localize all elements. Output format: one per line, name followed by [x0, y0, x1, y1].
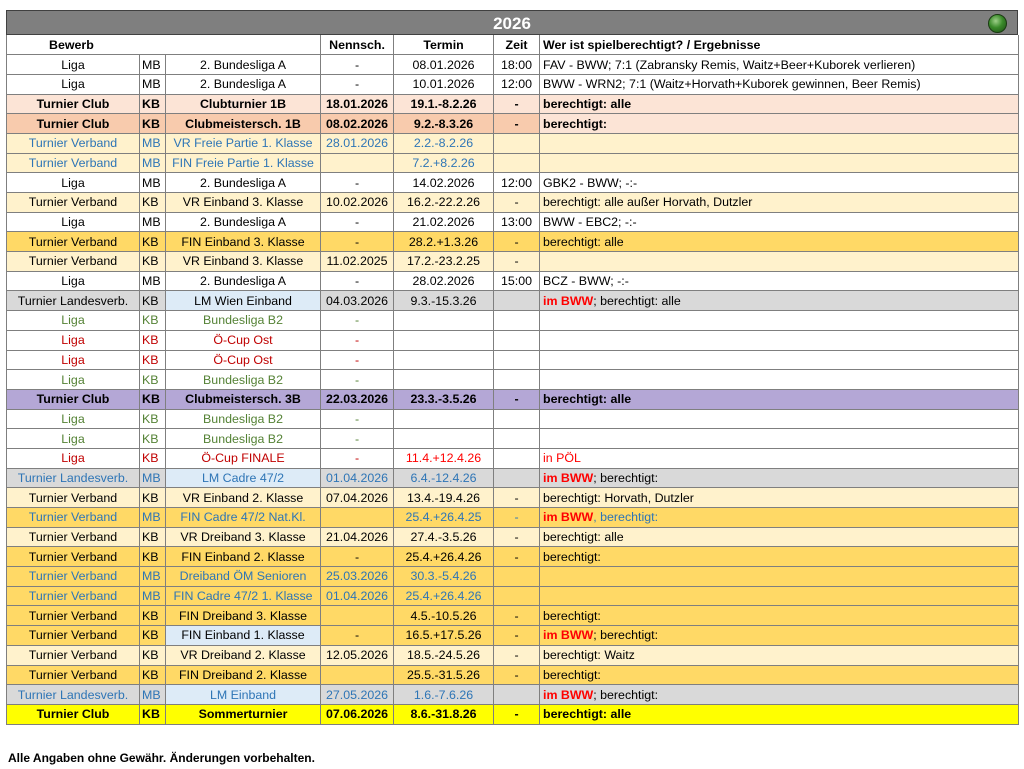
table-row — [7, 153, 1019, 173]
cell-category: Liga — [7, 55, 140, 75]
cell-event: Clubturnier 1B — [166, 94, 321, 114]
cell-entry-deadline — [321, 665, 394, 685]
cell-eligibility — [540, 429, 1019, 449]
cell-type: KB — [140, 409, 166, 429]
table-row — [7, 232, 1019, 252]
venue-highlight: im BWW — [543, 293, 594, 308]
cell-type: MB — [140, 173, 166, 193]
cell-type: KB — [140, 665, 166, 685]
cell-dates: 21.02.2026 — [394, 212, 494, 232]
cell-type: KB — [140, 606, 166, 626]
cell-entry-deadline: - — [321, 448, 394, 468]
cell-event: Ö-Cup Ost — [166, 350, 321, 370]
cell-entry-deadline — [321, 508, 394, 528]
header-zeit: Zeit — [494, 35, 540, 55]
cell-eligibility — [540, 586, 1019, 606]
cell-event: Bundesliga B2 — [166, 429, 321, 449]
header-nennschluss: Nennsch. — [321, 35, 394, 55]
cell-entry-deadline: 11.02.2025 — [321, 252, 394, 272]
table-row — [7, 488, 1019, 508]
cell-type: KB — [140, 311, 166, 331]
cell-time: 12:00 — [494, 74, 540, 94]
cell-category: Liga — [7, 74, 140, 94]
cell-event: FIN Cadre 47/2 Nat.Kl. — [166, 508, 321, 528]
cell-time: 18:00 — [494, 55, 540, 75]
cell-event: 2. Bundesliga A — [166, 173, 321, 193]
cell-type: KB — [140, 370, 166, 390]
cell-dates: 2.2.-8.2.26 — [394, 133, 494, 153]
cell-event: LM Cadre 47/2 — [166, 468, 321, 488]
schedule-body — [7, 55, 1019, 724]
cell-event: LM Wien Einband — [166, 291, 321, 311]
table-row — [7, 350, 1019, 370]
cell-dates: 19.1.-8.2.26 — [394, 94, 494, 114]
cell-entry-deadline: 12.05.2026 — [321, 645, 394, 665]
cell-event: 2. Bundesliga A — [166, 74, 321, 94]
cell-type: KB — [140, 704, 166, 724]
cell-dates — [394, 350, 494, 370]
eligibility-text: ; berechtigt: — [593, 687, 659, 702]
cell-time: - — [494, 389, 540, 409]
cell-eligibility — [540, 252, 1019, 272]
cell-dates: 13.4.-19.4.26 — [394, 488, 494, 508]
cell-dates: 14.02.2026 — [394, 173, 494, 193]
cell-dates: 25.5.-31.5.26 — [394, 665, 494, 685]
cell-entry-deadline: 27.05.2026 — [321, 685, 394, 705]
cell-category: Turnier Verband — [7, 153, 140, 173]
cell-entry-deadline: 21.04.2026 — [321, 527, 394, 547]
cell-entry-deadline: - — [321, 429, 394, 449]
cell-time — [494, 409, 540, 429]
cell-type: MB — [140, 271, 166, 291]
cell-dates: 27.4.-3.5.26 — [394, 527, 494, 547]
table-row — [7, 389, 1019, 409]
cell-type: KB — [140, 429, 166, 449]
eligibility-text: , berechtigt: — [593, 510, 659, 525]
table-row — [7, 330, 1019, 350]
cell-event: VR Dreiband 2. Klasse — [166, 645, 321, 665]
cell-category: Liga — [7, 409, 140, 429]
table-row — [7, 114, 1019, 134]
cell-category: Turnier Verband — [7, 586, 140, 606]
cell-eligibility: GBK2 - BWW; -:- — [540, 173, 1019, 193]
cell-dates: 23.3.-3.5.26 — [394, 389, 494, 409]
cell-category: Turnier Verband — [7, 527, 140, 547]
cell-dates: 25.4.+26.4.26 — [394, 547, 494, 567]
cell-time: - — [494, 665, 540, 685]
cell-event: Bundesliga B2 — [166, 311, 321, 331]
cell-time — [494, 350, 540, 370]
cell-category: Liga — [7, 212, 140, 232]
cell-entry-deadline: - — [321, 311, 394, 331]
cell-eligibility: BWW - WRN2; 7:1 (Waitz+Horvath+Kuborek gewinnen, Beer Remis) — [540, 74, 1019, 94]
disclaimer-footer: Alle Angaben ohne Gewähr. Änderungen vorbehalten. — [8, 751, 315, 765]
cell-event: FIN Cadre 47/2 1. Klasse — [166, 586, 321, 606]
cell-time: - — [494, 252, 540, 272]
cell-entry-deadline: - — [321, 330, 394, 350]
cell-eligibility: in PÖL — [540, 448, 1019, 468]
cell-time — [494, 153, 540, 173]
cell-entry-deadline: - — [321, 547, 394, 567]
cell-eligibility: FAV - BWW; 7:1 (Zabransky Remis, Waitz+Beer+Kuborek verlieren) — [540, 55, 1019, 75]
cell-dates: 8.6.-31.8.26 — [394, 704, 494, 724]
table-row — [7, 665, 1019, 685]
table-row — [7, 291, 1019, 311]
table-row — [7, 193, 1019, 213]
cell-time — [494, 567, 540, 587]
cell-entry-deadline: - — [321, 232, 394, 252]
table-row — [7, 527, 1019, 547]
cell-eligibility — [540, 685, 1019, 705]
cell-time: - — [494, 94, 540, 114]
cell-dates — [394, 409, 494, 429]
cell-category: Turnier Verband — [7, 626, 140, 646]
cell-eligibility: berechtigt: alle — [540, 232, 1019, 252]
cell-category: Turnier Verband — [7, 645, 140, 665]
cell-event: FIN Dreiband 2. Klasse — [166, 665, 321, 685]
cell-time: - — [494, 193, 540, 213]
cell-dates: 08.01.2026 — [394, 55, 494, 75]
cell-type: KB — [140, 547, 166, 567]
cell-type: KB — [140, 448, 166, 468]
cell-eligibility — [540, 508, 1019, 528]
table-row — [7, 370, 1019, 390]
cell-time: - — [494, 606, 540, 626]
cell-category: Turnier Verband — [7, 193, 140, 213]
cell-time: - — [494, 547, 540, 567]
cell-dates — [394, 370, 494, 390]
header-termin: Termin — [394, 35, 494, 55]
cell-time: - — [494, 488, 540, 508]
cell-event: VR Einband 3. Klasse — [166, 193, 321, 213]
table-row — [7, 567, 1019, 587]
cell-category: Liga — [7, 429, 140, 449]
cell-event: Bundesliga B2 — [166, 409, 321, 429]
cell-category: Turnier Verband — [7, 567, 140, 587]
cell-entry-deadline: 25.03.2026 — [321, 567, 394, 587]
table-row — [7, 252, 1019, 272]
cell-entry-deadline: 01.04.2026 — [321, 468, 394, 488]
year-title: 2026 — [493, 14, 531, 33]
cell-time — [494, 586, 540, 606]
cell-eligibility — [540, 626, 1019, 646]
cell-dates: 28.2.+1.3.26 — [394, 232, 494, 252]
cell-dates: 16.2.-22.2.26 — [394, 193, 494, 213]
eligibility-text: ; berechtigt: alle — [593, 293, 681, 308]
cell-time: 15:00 — [494, 271, 540, 291]
table-row — [7, 55, 1019, 75]
cell-time — [494, 311, 540, 331]
cell-type: MB — [140, 508, 166, 528]
cell-dates: 28.02.2026 — [394, 271, 494, 291]
header-berechtigt: Wer ist spielberechtigt? / Ergebnisse — [540, 35, 1019, 55]
cell-entry-deadline: - — [321, 212, 394, 232]
cell-eligibility — [540, 468, 1019, 488]
cell-eligibility — [540, 370, 1019, 390]
cell-time — [494, 468, 540, 488]
cell-time — [494, 685, 540, 705]
cell-type: KB — [140, 488, 166, 508]
cell-entry-deadline — [321, 606, 394, 626]
cell-dates — [394, 330, 494, 350]
cell-dates: 17.2.-23.2.25 — [394, 252, 494, 272]
cell-eligibility: berechtigt: alle — [540, 94, 1019, 114]
table-row — [7, 448, 1019, 468]
eligibility-text: ; berechtigt: — [593, 628, 659, 643]
cell-eligibility — [540, 409, 1019, 429]
cell-category: Turnier Landesverb. — [7, 685, 140, 705]
cell-event: VR Einband 3. Klasse — [166, 252, 321, 272]
cell-dates: 16.5.+17.5.26 — [394, 626, 494, 646]
cell-time — [494, 370, 540, 390]
cell-dates: 30.3.-5.4.26 — [394, 567, 494, 587]
cell-eligibility: berechtigt: — [540, 547, 1019, 567]
cell-time: - — [494, 645, 540, 665]
table-row — [7, 429, 1019, 449]
cell-type: MB — [140, 685, 166, 705]
cell-entry-deadline: - — [321, 74, 394, 94]
cell-time: - — [494, 704, 540, 724]
cell-category: Turnier Verband — [7, 133, 140, 153]
cell-category: Liga — [7, 311, 140, 331]
cell-entry-deadline — [321, 153, 394, 173]
cell-event: 2. Bundesliga A — [166, 55, 321, 75]
cell-eligibility — [540, 153, 1019, 173]
cell-type: KB — [140, 114, 166, 134]
cell-dates: 18.5.-24.5.26 — [394, 645, 494, 665]
venue-highlight: im BWW — [543, 687, 594, 702]
cell-category: Liga — [7, 271, 140, 291]
cell-eligibility: BCZ - BWW; -:- — [540, 271, 1019, 291]
cell-dates: 11.4.+12.4.26 — [394, 448, 494, 468]
cell-eligibility: berechtigt: Horvath, Dutzler — [540, 488, 1019, 508]
cell-eligibility: berechtigt: — [540, 114, 1019, 134]
table-row — [7, 704, 1019, 724]
header-bewerb: Bewerb — [7, 35, 321, 55]
cell-type: MB — [140, 567, 166, 587]
table-row — [7, 311, 1019, 331]
cell-eligibility: berechtigt: — [540, 606, 1019, 626]
cell-type: MB — [140, 153, 166, 173]
cell-entry-deadline: - — [321, 271, 394, 291]
cell-time: - — [494, 626, 540, 646]
cell-dates: 25.4.+26.4.25 — [394, 508, 494, 528]
cell-entry-deadline: 08.02.2026 — [321, 114, 394, 134]
cell-type: MB — [140, 55, 166, 75]
cell-entry-deadline: - — [321, 350, 394, 370]
table-row — [7, 74, 1019, 94]
cell-event: Clubmeistersch. 3B — [166, 389, 321, 409]
cell-eligibility — [540, 567, 1019, 587]
table-row — [7, 409, 1019, 429]
cell-time — [494, 133, 540, 153]
cell-entry-deadline: - — [321, 370, 394, 390]
cell-entry-deadline: 04.03.2026 — [321, 291, 394, 311]
cell-entry-deadline: - — [321, 55, 394, 75]
cell-entry-deadline: 28.01.2026 — [321, 133, 394, 153]
cell-dates: 7.2.+8.2.26 — [394, 153, 494, 173]
cell-time — [494, 448, 540, 468]
cell-type: KB — [140, 291, 166, 311]
cell-category: Turnier Verband — [7, 606, 140, 626]
cell-event: FIN Einband 2. Klasse — [166, 547, 321, 567]
cell-event: Ö-Cup FINALE — [166, 448, 321, 468]
table-row — [7, 606, 1019, 626]
cell-entry-deadline: 07.06.2026 — [321, 704, 394, 724]
table-row — [7, 133, 1019, 153]
cell-dates: 6.4.-12.4.26 — [394, 468, 494, 488]
cell-eligibility: berechtigt: alle außer Horvath, Dutzler — [540, 193, 1019, 213]
cell-entry-deadline: 10.02.2026 — [321, 193, 394, 213]
cell-type: MB — [140, 586, 166, 606]
cell-event: Dreiband ÖM Senioren — [166, 567, 321, 587]
cell-dates: 1.6.-7.6.26 — [394, 685, 494, 705]
cell-event: VR Freie Partie 1. Klasse — [166, 133, 321, 153]
cell-type: KB — [140, 645, 166, 665]
table-row — [7, 586, 1019, 606]
cell-dates — [394, 311, 494, 331]
cell-time: - — [494, 527, 540, 547]
cell-category: Turnier Verband — [7, 232, 140, 252]
cell-type: KB — [140, 389, 166, 409]
cell-eligibility: BWW - EBC2; -:- — [540, 212, 1019, 232]
cell-time: 12:00 — [494, 173, 540, 193]
cell-time — [494, 429, 540, 449]
cell-time — [494, 330, 540, 350]
header-row — [7, 35, 1019, 55]
cell-category: Turnier Landesverb. — [7, 291, 140, 311]
cell-dates: 4.5.-10.5.26 — [394, 606, 494, 626]
cell-type: MB — [140, 133, 166, 153]
table-row — [7, 626, 1019, 646]
eligibility-text: ; berechtigt: — [593, 470, 659, 485]
table-row — [7, 645, 1019, 665]
sheet-title-bar — [6, 10, 1018, 35]
cell-type: MB — [140, 468, 166, 488]
cell-dates — [394, 429, 494, 449]
cell-eligibility — [540, 311, 1019, 331]
cell-eligibility — [540, 330, 1019, 350]
table-row — [7, 508, 1019, 528]
cell-time — [494, 291, 540, 311]
cell-category: Turnier Club — [7, 114, 140, 134]
venue-highlight: im BWW — [543, 510, 594, 525]
cell-eligibility: berechtigt: alle — [540, 527, 1019, 547]
cell-type: KB — [140, 232, 166, 252]
cell-type: MB — [140, 74, 166, 94]
cell-event: LM Einband — [166, 685, 321, 705]
billiard-ball-icon — [988, 14, 1007, 33]
cell-time: - — [494, 232, 540, 252]
cell-time: - — [494, 114, 540, 134]
cell-event: VR Dreiband 3. Klasse — [166, 527, 321, 547]
cell-type: KB — [140, 527, 166, 547]
cell-eligibility: berechtigt: alle — [540, 389, 1019, 409]
cell-entry-deadline: 18.01.2026 — [321, 94, 394, 114]
cell-time: - — [494, 508, 540, 528]
schedule-table — [6, 35, 1019, 725]
schedule-sheet — [6, 10, 1018, 725]
cell-eligibility: berechtigt: Waitz — [540, 645, 1019, 665]
cell-category: Liga — [7, 370, 140, 390]
cell-category: Turnier Verband — [7, 508, 140, 528]
cell-category: Turnier Landesverb. — [7, 468, 140, 488]
cell-type: KB — [140, 252, 166, 272]
cell-category: Liga — [7, 173, 140, 193]
cell-entry-deadline: - — [321, 409, 394, 429]
cell-category: Turnier Verband — [7, 488, 140, 508]
cell-type: KB — [140, 330, 166, 350]
cell-entry-deadline: - — [321, 626, 394, 646]
table-row — [7, 685, 1019, 705]
cell-category: Turnier Verband — [7, 547, 140, 567]
cell-entry-deadline: 22.03.2026 — [321, 389, 394, 409]
cell-dates: 10.01.2026 — [394, 74, 494, 94]
cell-eligibility — [540, 291, 1019, 311]
cell-event: 2. Bundesliga A — [166, 271, 321, 291]
cell-entry-deadline: 07.04.2026 — [321, 488, 394, 508]
cell-event: Clubmeistersch. 1B — [166, 114, 321, 134]
cell-dates: 25.4.+26.4.26 — [394, 586, 494, 606]
cell-time: 13:00 — [494, 212, 540, 232]
cell-type: KB — [140, 94, 166, 114]
cell-eligibility: berechtigt: alle — [540, 704, 1019, 724]
cell-eligibility: berechtigt: — [540, 665, 1019, 685]
cell-category: Liga — [7, 448, 140, 468]
cell-eligibility — [540, 133, 1019, 153]
cell-event: FIN Freie Partie 1. Klasse — [166, 153, 321, 173]
cell-event: VR Einband 2. Klasse — [166, 488, 321, 508]
table-row — [7, 468, 1019, 488]
cell-category: Turnier Club — [7, 704, 140, 724]
cell-event: Bundesliga B2 — [166, 370, 321, 390]
table-row — [7, 173, 1019, 193]
table-row — [7, 212, 1019, 232]
table-row — [7, 547, 1019, 567]
cell-category: Turnier Verband — [7, 252, 140, 272]
cell-entry-deadline: - — [321, 173, 394, 193]
cell-category: Turnier Club — [7, 389, 140, 409]
cell-eligibility — [540, 350, 1019, 370]
cell-type: KB — [140, 350, 166, 370]
cell-category: Turnier Club — [7, 94, 140, 114]
cell-category: Liga — [7, 330, 140, 350]
table-row — [7, 94, 1019, 114]
cell-dates: 9.2.-8.3.26 — [394, 114, 494, 134]
cell-event: Sommerturnier — [166, 704, 321, 724]
cell-event: FIN Dreiband 3. Klasse — [166, 606, 321, 626]
cell-type: KB — [140, 193, 166, 213]
venue-highlight: im BWW — [543, 470, 594, 485]
venue-highlight: im BWW — [543, 628, 594, 643]
cell-category: Turnier Verband — [7, 665, 140, 685]
cell-dates: 9.3.-15.3.26 — [394, 291, 494, 311]
cell-event: Ö-Cup Ost — [166, 330, 321, 350]
cell-type: KB — [140, 626, 166, 646]
cell-entry-deadline: 01.04.2026 — [321, 586, 394, 606]
cell-event: FIN Einband 3. Klasse — [166, 232, 321, 252]
cell-category: Liga — [7, 350, 140, 370]
cell-event: 2. Bundesliga A — [166, 212, 321, 232]
cell-event: FIN Einband 1. Klasse — [166, 626, 321, 646]
table-row — [7, 271, 1019, 291]
cell-type: MB — [140, 212, 166, 232]
